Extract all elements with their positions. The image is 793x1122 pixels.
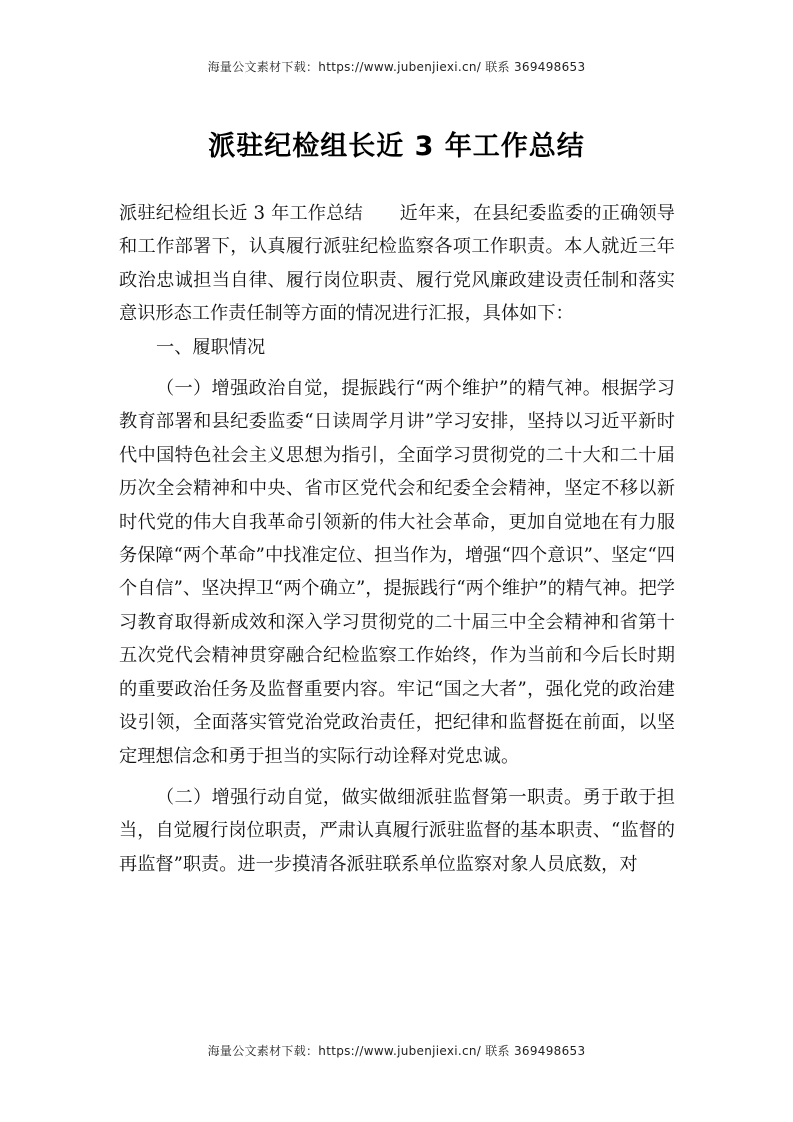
body-paragraph: （一）增强政治自觉，提振践行“两个维护”的精气神。根据学习教育部署和县纪委监委“日读周学月讲”学习安排，坚持以习近平新时代中国特色社会主义思想为指引，全面学习贯彻党的二十大和二十届历次全会精神和中央、省市区党代会和纪委全会精神，坚定不移以新时代党的伟大自我革命引领新的伟大社会革命，更加自觉地在有力服务保障“两个革命”中找准定位、担当作为，增强“四个意识”、坚定“四个自信”、坚决捍卫“两个确立”，提振践行“两个维护”的精气神。把学习教育取得新成效和深入学习贯彻党的二十届三中全会精神和省第十五次党代会精神贯穿融合纪检监察工作始终，作为当前和今后长时期的重要政治任务及监督重要内容。牢记“国之大者”，强化党的政治建设引领，全面落实管党治党政治责任，把纪律和监督挺在前面，以坚定理想信念和勇于担当的实际行动诠释对党忠诚。 (119, 378, 675, 767)
body-paragraph: （二）增强行动自觉，做实做细派驻监督第一职责。勇于敢于担当，自觉履行岗位职责，严肃认真履行派驻监督的基本职责、“监督的再监督”职责。进一步摸清各派驻联系单位监察对象人员底数，对 (119, 786, 675, 875)
intro-paragraph: 派驻纪检组长近 3 年工作总结 近年来，在县纪委监委的正确领导和工作部署下，认真履行派驻纪检监察各项工作职责。本人就近三年政治忠诚担当自律、履行岗位职责、履行党风廉政建设责任制和落实意识形态工作责任制等方面的情况进行汇报，具体如下： (119, 203, 675, 325)
document-body (119, 197, 675, 881)
section-heading: 一、履职情况 (156, 336, 266, 358)
page-header: 海量公文素材下载：https://www.jubenjiexi.cn/ 联系 369498653 (207, 60, 586, 74)
page-footer: 海量公文素材下载：https://www.jubenjiexi.cn/ 联系 369498653 (207, 1044, 586, 1058)
document-title: 派驻纪检组长近 3 年工作总结 (208, 131, 585, 162)
